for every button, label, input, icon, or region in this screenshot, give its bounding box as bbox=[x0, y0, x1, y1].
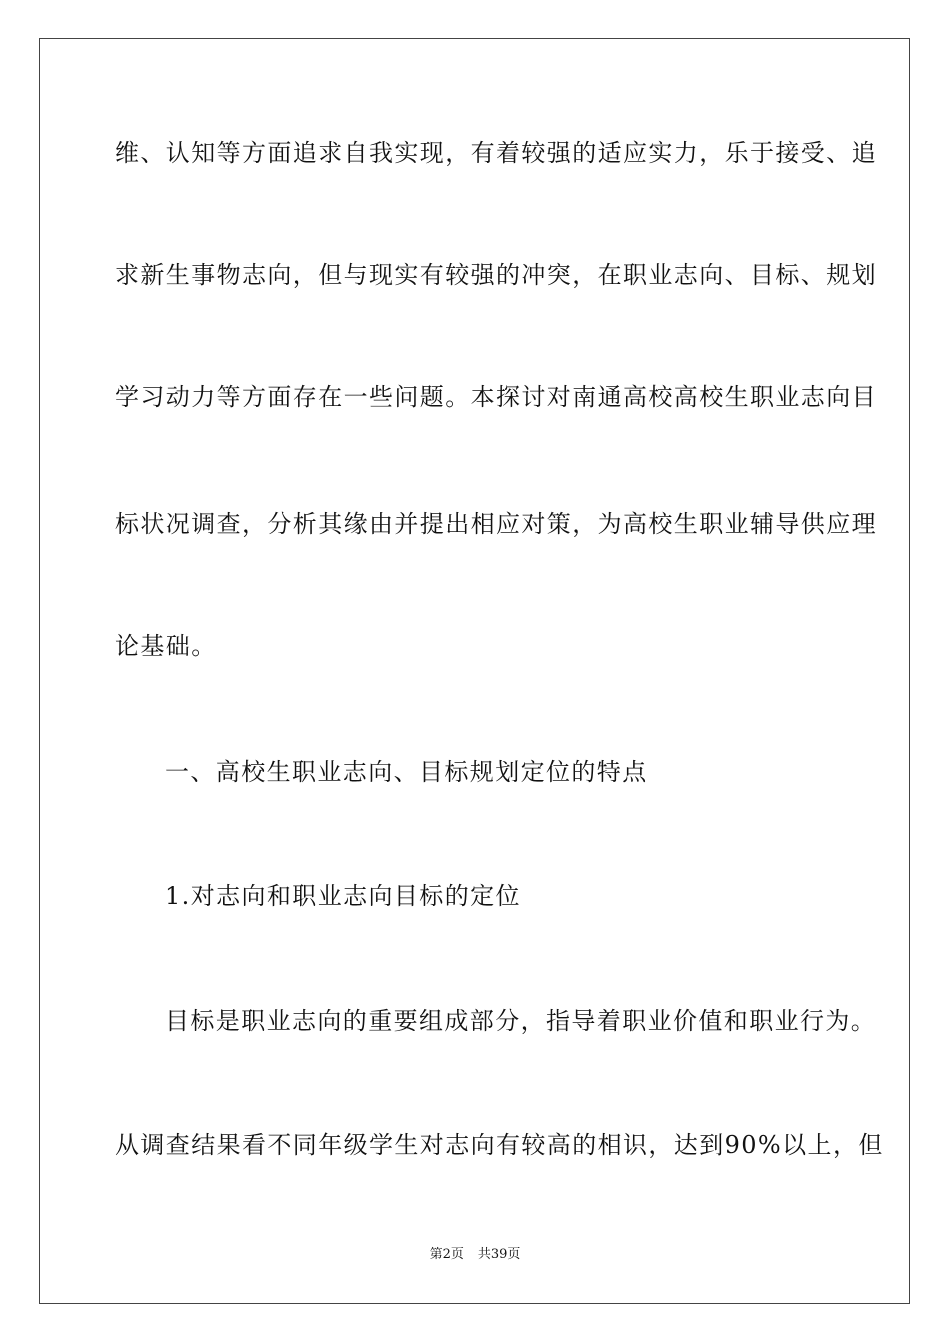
subsection-heading: 1.对志向和职业志向目标的定位 bbox=[165, 882, 521, 910]
page-number: 第2页 bbox=[429, 1247, 464, 1262]
page-footer bbox=[0, 1246, 950, 1264]
body-text-line-4: 标状况调查，分析其缘由并提出相应对策，为高校生职业辅导供应理 bbox=[115, 510, 877, 538]
section-heading: 一、高校生职业志向、目标规划定位的特点 bbox=[165, 758, 648, 786]
body-text-line-3: 学习动力等方面存在一些问题。本探讨对南通高校高校生职业志向目 bbox=[115, 383, 877, 411]
page-total: 共39页 bbox=[477, 1247, 521, 1262]
body-text-line-5: 论基础。 bbox=[115, 632, 217, 660]
body-text-line-7: 从调查结果看不同年级学生对志向有较高的相识，达到90%以上，但 bbox=[115, 1131, 884, 1159]
body-text-line-6: 目标是职业志向的重要组成部分，指导着职业价值和职业行为。 bbox=[165, 1007, 877, 1035]
page-border bbox=[39, 38, 910, 1304]
body-text-line-2: 求新生事物志向，但与现实有较强的冲突，在职业志向、目标、规划 bbox=[115, 261, 877, 289]
body-text-line-1: 维、认知等方面追求自我实现，有着较强的适应实力，乐于接受、追 bbox=[115, 139, 877, 167]
